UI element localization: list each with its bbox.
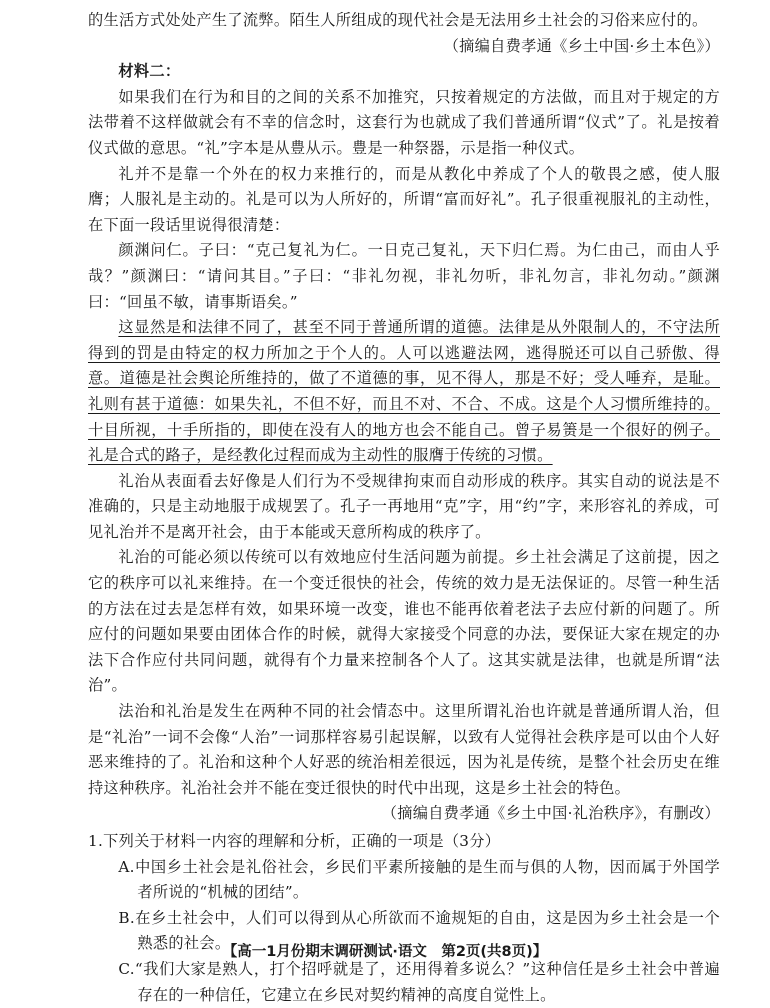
option-b: B.在乡土社会中，人们可以得到从心所欲而不逾规矩的自由，这是因为乡土社会是一个熟悉的社会。 (118, 908, 720, 953)
material-2-heading: 材料二： (118, 62, 181, 81)
material-2-paragraph-6: 礼治的可能必须以传统可以有效地应付生活问题为前提。乡土社会满足了这前提，因之它的秩序可以礼来维持。在一个变迁很快的社会，传统的效力是无法保证的。尽管一种生活的方法在过去是怎样有效，如果环境一改变，谁也不能再依着老法子去应付新的问题了。所应付的问题如果要由团体合作的时候，就得大家接受个同意的办法，要保证大家在规定的办法下合作应付共同问题，就得有个力量来控制各个人了。这其实就是法律，也就是所谓“法治”。 (88, 548, 720, 695)
quote-paragraph: 颜渊问仁。子曰：“克己复礼为仁。一日克己复礼，天下归仁焉。为仁由己，而由人乎哉？”颜渊曰：“请问其目。”子曰：“非礼勿视，非礼勿听，非礼勿言，非礼勿动。”颜渊曰：“回虽不敏，请事斯语矣。” (88, 241, 720, 311)
page-footer: 【高一1月份期末调研测试·语文 第2页(共8页)】 (222, 944, 548, 960)
material-2-paragraph-1: 如果我们在行为和目的之间的关系不加推究，只按着规定的方法做，而且对于规定的方法带着不这样做就会有不幸的信念时，这套行为也就成了我们普通所谓“仪式”了。礼是按着仪式做的意思。“礼”字本是从豊从示。豊是一种祭器，示是指一种仪式。 (88, 87, 721, 157)
underlined-paragraph: 这显然是和法律不同了，甚至不同于普通所谓的道德。法律是从外限制人的，不守法所得到的罚是由特定的权力所加之于个人的。人可以逃避法网，逃得脱还可以自己骄傲、得意。道德是社会舆论所维持的，做了不道德的事，见不得人，那是不好；受人唾弃，是耻。礼则有甚于道德：如果失礼，不但不好，而且不对、不合、不成。这是个人习惯所维持的。十目所视，十手所指的，即使在没有人的地方也会不能自己。曾子易箦是一个很好的例子。礼是合式的路子，是经教化过程而成为主动性的服膺于传统的习惯。 (88, 318, 720, 465)
option-a: A.中国乡土社会是礼俗社会，乡民们平素所接触的是生而与俱的人物，因而属于外国学者所说的“机械的团结”。 (118, 857, 720, 902)
continued-paragraph: 的生活方式处处产生了流弊。陌生人所组成的现代社会是无法用乡土社会的习俗来应付的。 (88, 11, 708, 29)
source-citation-2: （摘编自费孝通《乡土中国·礼治秩序》，有删改） (381, 804, 720, 823)
question-stem: 1.下列关于材料一内容的理解和分析，正确的一项是（3分） (88, 832, 501, 850)
option-c: C.“我们大家是熟人，打个招呼就是了，还用得着多说么？”这种信任是乡土社会中普遍存在的一种信任，它建立在乡民对契约精神的高度自觉性上。 (118, 959, 720, 1004)
material-2-paragraph-7: 法治和礼治是发生在两种不同的社会情态中。这里所谓礼治也许就是普通所谓人治，但是“礼治”一词不会像“人治”一词那样容易引起误解，以致有人觉得社会秩序是可以由个人好恶来维持的了。礼治和这种个人好恶的统治相差很远，因为礼是传统，是整个社会历史在维持这种秩序。礼治社会并不能在变迁很快的时代中出现，这是乡土社会的特色。 (88, 702, 720, 797)
material-2-paragraph-5: 礼治从表面看去好像是人们行为不受规律拘束而自动形成的秩序。其实自动的说法是不准确的，只是主动地服于成规罢了。孔子一再地用“克”字，用“约”字，来形容礼的养成，可见礼治并不是离开社会，由于本能或天意所构成的秩序了。 (88, 471, 720, 541)
material-2-paragraph-2: 礼并不是靠一个外在的权力来推行的，而是从教化中养成了个人的敬畏之感，使人服膺；人服礼是主动的。礼是可以为人所好的，所谓“富而好礼”。孔子很重视服礼的主动性，在下面一段话里说得很清楚： (88, 164, 720, 234)
page-content (88, 8, 720, 1008)
source-citation-1: （摘编自费孝通《乡土中国·乡土本色》） (443, 36, 720, 55)
